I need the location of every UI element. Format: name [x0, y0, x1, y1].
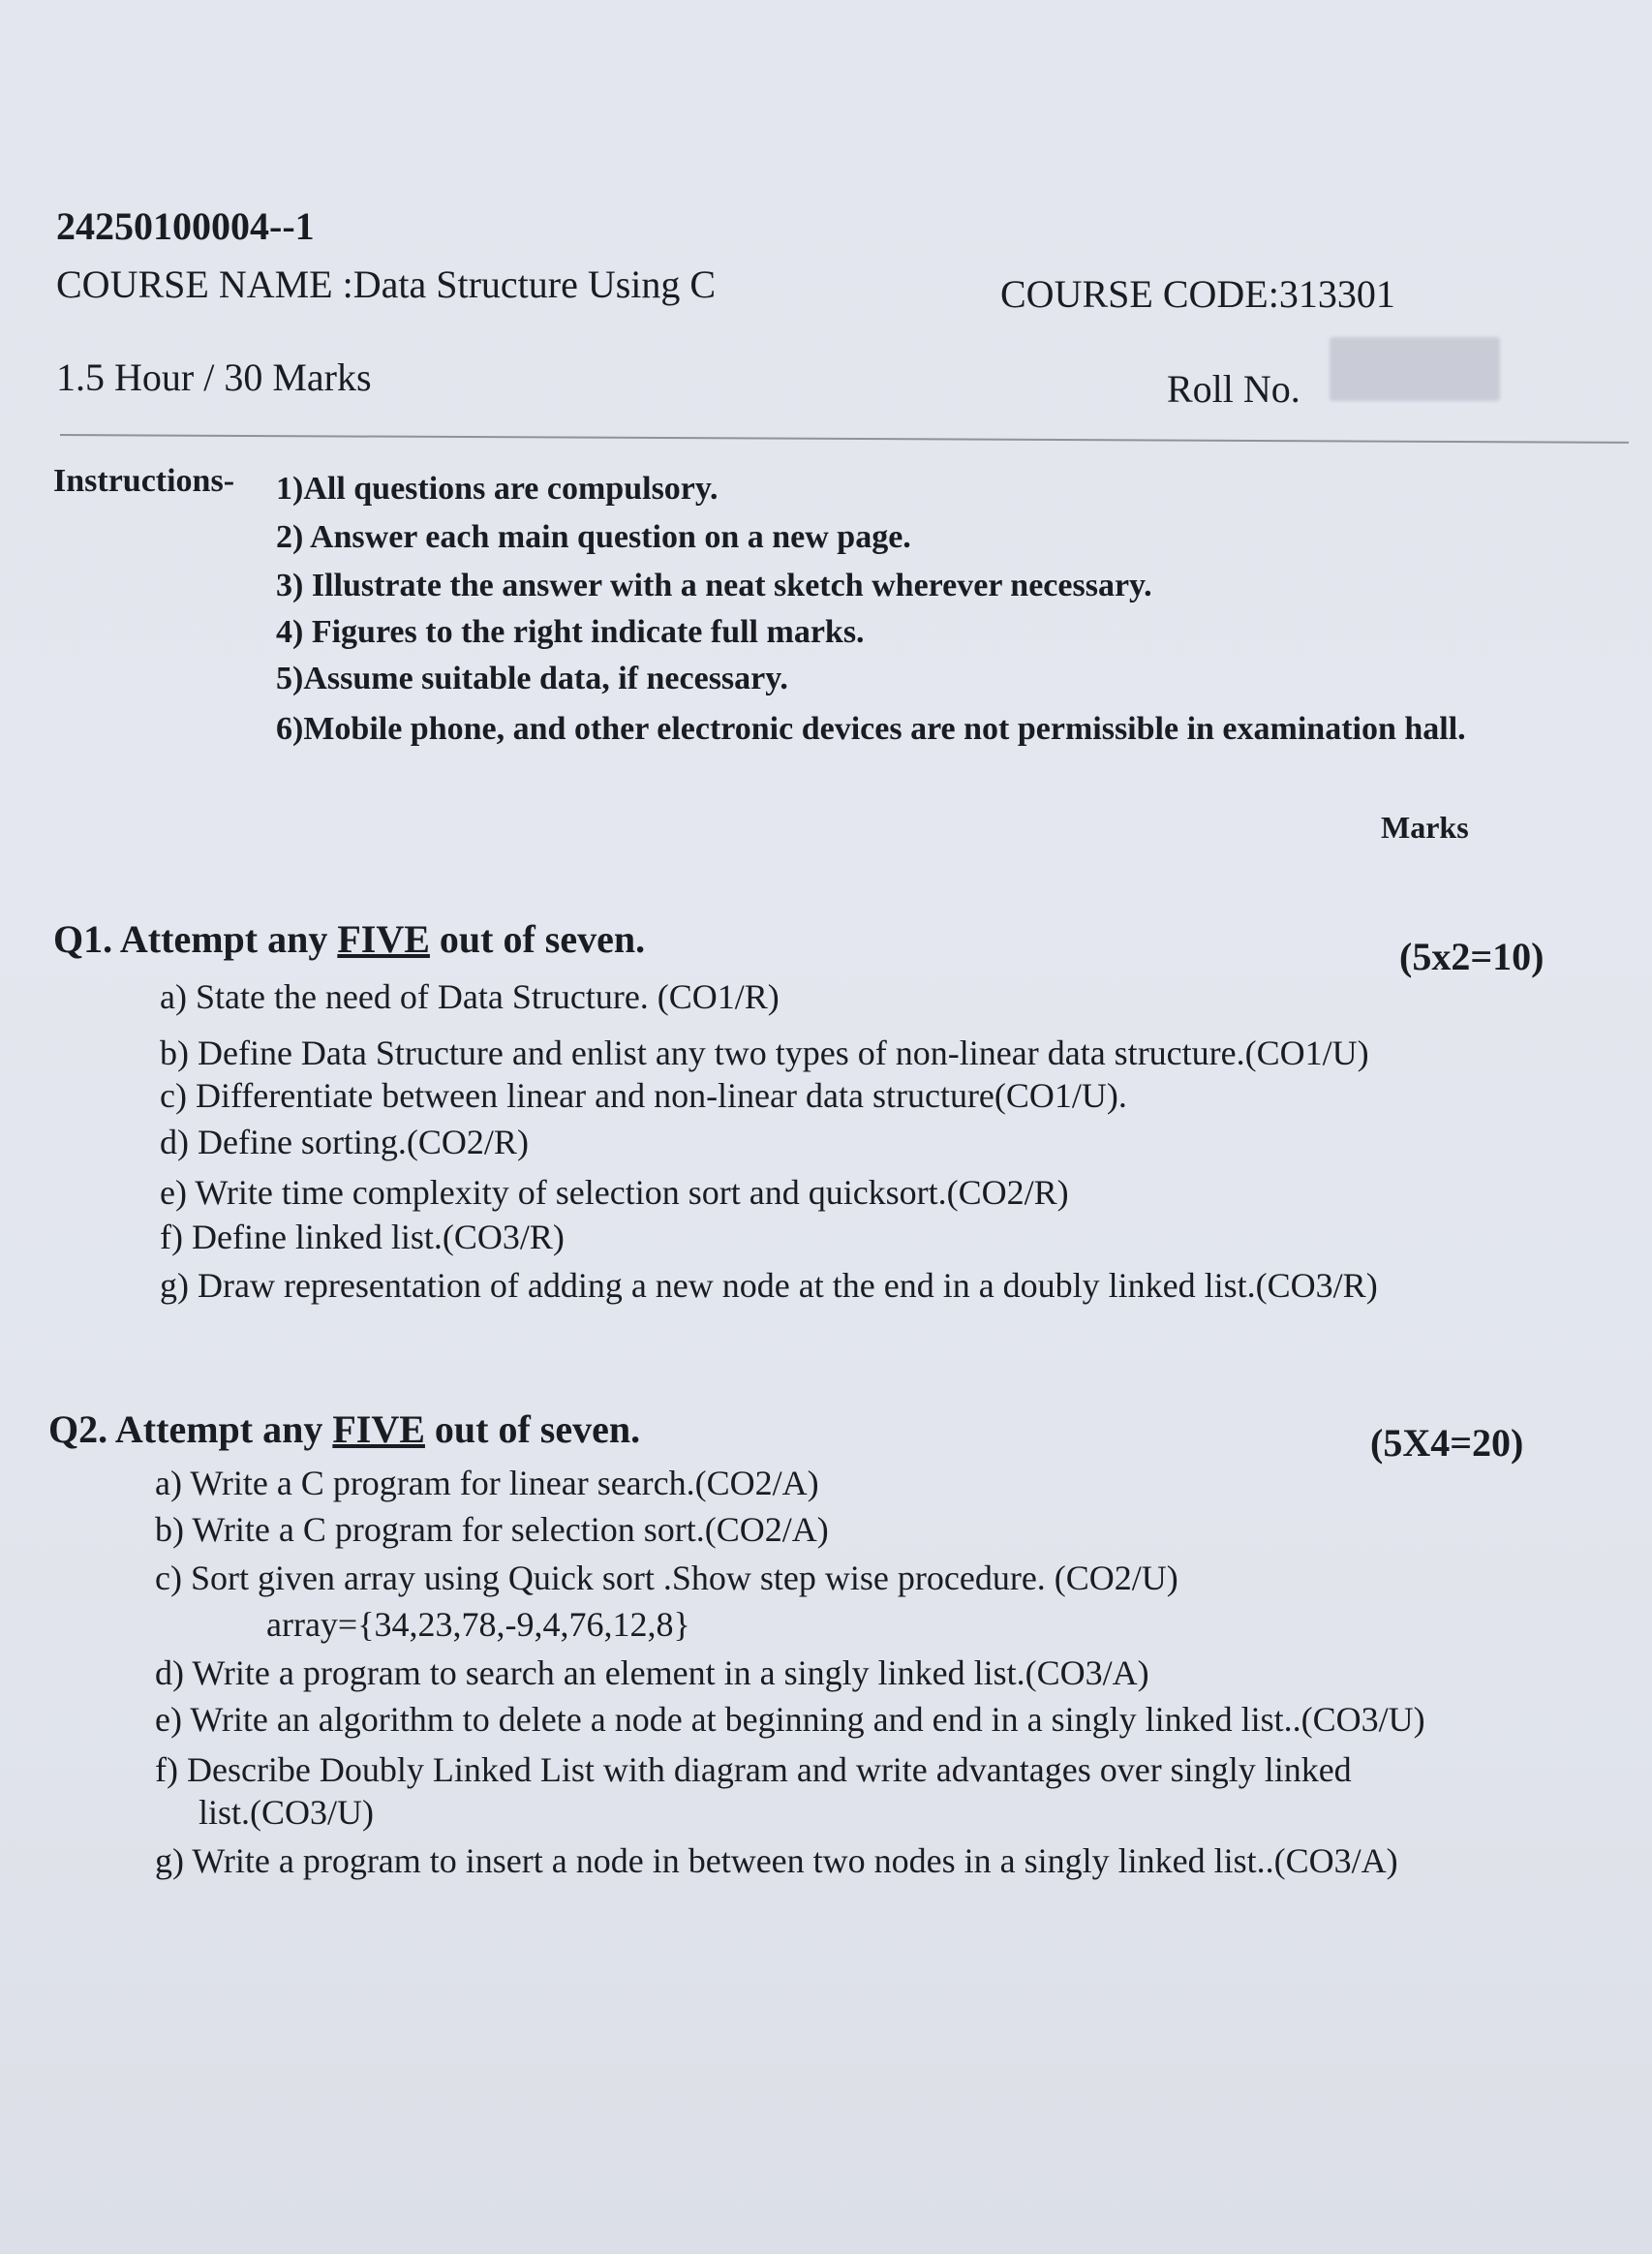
- q2-item: a) Write a C program for linear search.(CO2/A): [155, 1464, 819, 1502]
- q2-text-after: out of seven.: [434, 1407, 641, 1451]
- paper-code: 24250100004--1: [56, 204, 315, 248]
- q1-item: d) Define sorting.(CO2/R): [160, 1123, 529, 1161]
- q1-number: Q1.: [53, 917, 113, 961]
- q2-item-continued: list.(CO3/U): [199, 1793, 375, 1832]
- q1-emphasis: FIVE: [337, 917, 430, 961]
- instruction-item: 2) Answer each main question on a new page.: [276, 519, 911, 555]
- q2-item: g) Write a program to insert a node in between two nodes in a singly linked list..(CO3/A): [155, 1841, 1398, 1880]
- q1-item: c) Differentiate between linear and non-linear data structure(CO1/U).: [160, 1076, 1127, 1115]
- instruction-item: 4) Figures to the right indicate full marks.: [276, 614, 865, 650]
- roll-no-label: Roll No.: [1167, 367, 1300, 411]
- q2-item: d) Write a program to search an element in a singly linked list.(CO3/A): [155, 1653, 1149, 1692]
- q1-heading: [53, 916, 645, 962]
- q2-item: c) Sort given array using Quick sort .Show step wise procedure. (CO2/U): [155, 1559, 1178, 1597]
- q1-item: b) Define Data Structure and enlist any two types of non-linear data structure.(CO1/U): [160, 1034, 1369, 1072]
- q2-text-before: Attempt any: [114, 1407, 323, 1451]
- instruction-item: 6)Mobile phone, and other electronic devices are not permissible in examination hall.: [276, 711, 1466, 747]
- q1-item: g) Draw representation of adding a new node at the end in a doubly linked list.(CO3/R): [160, 1266, 1378, 1305]
- q2-item: b) Write a C program for selection sort.(CO2/A): [155, 1510, 829, 1549]
- instruction-item: 1)All questions are compulsory.: [276, 471, 719, 507]
- q2-item: e) Write an algorithm to delete a node at beginning and end in a singly linked list..(CO3/U): [155, 1700, 1425, 1739]
- q2-item: f) Describe Doubly Linked List with diagram and write advantages over singly linked: [155, 1750, 1352, 1789]
- q1-text-before: Attempt any: [119, 917, 328, 961]
- q2-marks: (5X4=20): [1370, 1421, 1524, 1465]
- q1-text-after: out of seven.: [439, 917, 646, 961]
- instruction-item: 3) Illustrate the answer with a neat sketch wherever necessary.: [276, 568, 1152, 603]
- instructions-label: Instructions-: [53, 463, 235, 499]
- q1-item: e) Write time complexity of selection sort and quicksort.(CO2/R): [160, 1173, 1069, 1212]
- q2-heading: [48, 1406, 640, 1452]
- course-code: COURSE CODE:313301: [1000, 272, 1395, 316]
- q2-item-array: array={34,23,78,-9,4,76,12,8}: [266, 1605, 690, 1644]
- q1-marks: (5x2=10): [1399, 935, 1545, 978]
- header-divider: [60, 434, 1629, 444]
- duration-marks: 1.5 Hour / 30 Marks: [56, 355, 372, 399]
- instruction-item: 5)Assume suitable data, if necessary.: [276, 661, 788, 696]
- q1-item: a) State the need of Data Structure. (CO1/R): [160, 977, 780, 1016]
- q2-number: Q2.: [48, 1407, 108, 1451]
- q1-item: f) Define linked list.(CO3/R): [160, 1218, 565, 1256]
- roll-no-box: [1330, 337, 1500, 401]
- q2-emphasis: FIVE: [332, 1407, 425, 1451]
- course-name: COURSE NAME :Data Structure Using C: [56, 262, 717, 306]
- marks-heading: Marks: [1381, 810, 1469, 845]
